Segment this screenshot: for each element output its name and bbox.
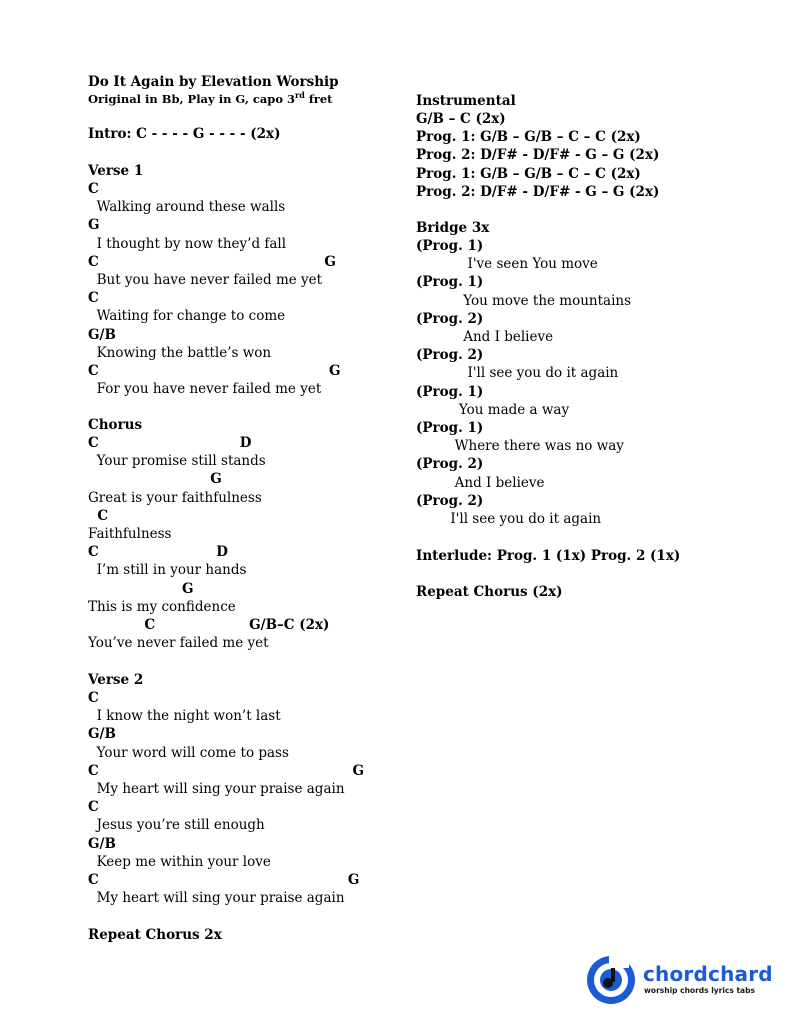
lyric-line: Jesus you’re still enough <box>88 817 265 834</box>
lyric-line: You made a way <box>416 401 570 418</box>
verse1-heading: Verse 1 <box>88 163 144 179</box>
lyric-line: I thought by now they’d fall <box>88 235 287 252</box>
song-title: Do It Again by Elevation Worship <box>88 74 339 90</box>
lyric-line: Waiting for change to come <box>88 308 286 325</box>
chord-line: (Prog. 1) <box>416 383 484 400</box>
lyric-line: I know the night won’t last <box>88 708 281 725</box>
lyric-line: And I believe <box>416 474 545 491</box>
repeat-chorus-right: Repeat Chorus (2x) <box>416 584 563 600</box>
lyric-line: Knowing the battle’s won <box>88 344 272 361</box>
chord-line: G <box>88 580 194 597</box>
chord-line: (Prog. 2) <box>416 347 484 364</box>
instrumental-heading: Instrumental <box>416 93 516 109</box>
lyric-line: Your word will come to pass <box>88 744 289 761</box>
lyric-line: And I believe <box>416 329 554 345</box>
chord-line: Prog. 2: D/F# - D/F# - G – G (2x) <box>416 183 660 200</box>
chord-line: Prog. 2: D/F# - D/F# - G – G (2x) <box>416 147 660 164</box>
chord-line: C D <box>88 544 228 561</box>
bridge-heading: Bridge 3x <box>416 220 490 236</box>
chord-line: (Prog. 2) <box>416 456 484 473</box>
chord-line: C G <box>88 363 341 379</box>
lyric-line: I've seen You move <box>416 256 598 273</box>
chorus-heading: Chorus <box>88 417 143 433</box>
interlude-line: Interlude: Prog. 1 (1x) Prog. 2 (1x) <box>416 548 681 564</box>
logo-wordmark: chordchard <box>643 962 773 986</box>
lyric-line: Your promise still stands <box>88 453 266 470</box>
chord-line: C <box>88 690 99 706</box>
lyric-line: Faithfulness <box>88 526 172 542</box>
chord-line: C <box>88 507 109 524</box>
lyric-line: You’ve never failed me yet <box>88 635 269 652</box>
chord-line: (Prog. 1) <box>416 238 484 254</box>
lyric-line: Walking around these walls <box>88 199 286 216</box>
lyric-line: I'll see you do it again <box>416 511 602 527</box>
chord-line: G <box>88 217 100 234</box>
chord-line: (Prog. 1) <box>416 274 484 291</box>
lyric-line: This is my confidence <box>88 598 236 615</box>
chord-line: C G <box>88 872 360 888</box>
chord-line: C <box>88 290 99 307</box>
chord-line: C <box>88 181 99 197</box>
chord-line: C <box>88 799 99 816</box>
chord-line: C G/B–C (2x) <box>88 617 330 633</box>
song-subtitle: Original in Bb, Play in G, capo 3rd fret <box>88 90 333 106</box>
chordchard-logo-icon <box>585 954 637 1006</box>
chord-line: G/B <box>88 835 116 852</box>
chord-line: Prog. 1: G/B – G/B – C – C (2x) <box>416 165 641 182</box>
chord-line: Prog. 1: G/B – G/B – C – C (2x) <box>416 129 641 146</box>
chord-line: C G <box>88 762 365 779</box>
logo-tagline: worship chords lyrics tabs <box>644 986 755 995</box>
lyric-line: I'll see you do it again <box>416 365 619 382</box>
lyric-line: My heart will sing your praise again <box>88 781 345 797</box>
chord-line: (Prog. 2) <box>416 310 484 327</box>
chord-line: (Prog. 1) <box>416 420 484 436</box>
chord-line: G/B – C (2x) <box>416 111 506 127</box>
lyric-line: Keep me within your love <box>88 853 271 870</box>
intro-line: Intro: C - - - - G - - - - (2x) <box>88 126 281 142</box>
lyric-line: Where there was no way <box>416 438 624 455</box>
lyric-line: You move the mountains <box>416 292 632 309</box>
lyric-line: Great is your faithfulness <box>88 489 262 506</box>
lyric-line: But you have never failed me yet <box>88 272 323 288</box>
chord-line: C G <box>88 253 336 270</box>
lyric-line: I’m still in your hands <box>88 562 247 579</box>
chord-line: G/B <box>88 326 116 343</box>
chord-line: C D <box>88 435 252 451</box>
repeat-chorus-left: Repeat Chorus 2x <box>88 927 222 943</box>
lyric-line: For you have never failed me yet <box>88 381 322 398</box>
chord-line: G <box>88 471 222 488</box>
lyric-line: My heart will sing your praise again <box>88 890 345 907</box>
chord-line: G/B <box>88 726 116 743</box>
verse2-heading: Verse 2 <box>88 672 144 688</box>
chordchard-logo <box>585 954 773 1009</box>
chord-line: (Prog. 2) <box>416 492 484 509</box>
